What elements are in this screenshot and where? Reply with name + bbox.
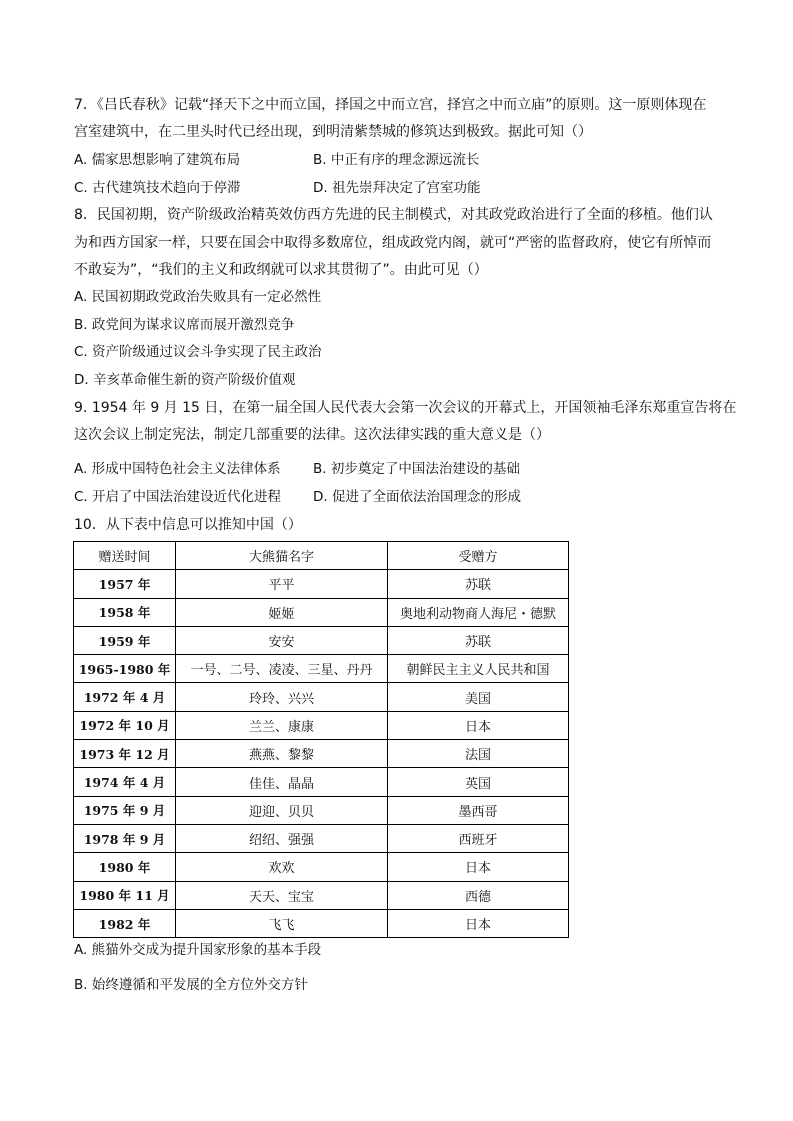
table-cell: 苏联 [388, 626, 569, 654]
q8-option-c: C. 资产阶级通过议会斗争实现了民主政治 [74, 344, 322, 360]
table-cell: 1980 年 11 月 [74, 881, 176, 909]
q9-stem-line2: 这次会议上制定宪法，制定几部重要的法律。这次法律实践的重大意义是（） [74, 427, 550, 443]
table-row [74, 824, 569, 852]
table-row [74, 881, 569, 909]
table-header-cell: 赠送时间 [74, 542, 176, 570]
table-cell: 1974 年 4 月 [74, 768, 176, 796]
q7-option-c: C. 古代建筑技术趋向于停滞 [74, 180, 241, 196]
table-cell: 迎迎、贝贝 [176, 796, 388, 824]
q9-option-b: B. 初步奠定了中国法治建设的基础 [313, 461, 520, 477]
table-row [74, 853, 569, 881]
table-cell: 佳佳、晶晶 [176, 768, 388, 796]
table-cell: 兰兰、康康 [176, 711, 388, 739]
table-cell: 一号、二号、凌凌、三星、丹丹 [176, 655, 388, 683]
table-cell: 1978 年 9 月 [74, 824, 176, 852]
table-cell: 朝鲜民主主义人民共和国 [388, 655, 569, 683]
table-cell: 玲玲、兴兴 [176, 683, 388, 711]
table-cell: 1965-1980 年 [74, 655, 176, 683]
table-row [74, 740, 569, 768]
q10-option-b: B. 始终遵循和平发展的全方位外交方针 [74, 977, 308, 993]
table-row [74, 796, 569, 824]
table-cell: 1958 年 [74, 598, 176, 626]
table-cell: 欢欢 [176, 853, 388, 881]
table-cell: 1982 年 [74, 909, 176, 937]
table-cell: 飞飞 [176, 909, 388, 937]
table-row [74, 598, 569, 626]
table-row [74, 570, 569, 598]
table-cell: 1957 年 [74, 570, 176, 598]
table-header-row [74, 542, 569, 570]
table-cell: 姬姬 [176, 598, 388, 626]
table-cell: 1973 年 12 月 [74, 740, 176, 768]
table-cell: 奥地利动物商人海尼・德默 [388, 598, 569, 626]
table-cell: 日本 [388, 853, 569, 881]
q8-stem-line3: 不敢妄为”，“我们的主义和政纲就可以求其贯彻了”。由此可见（） [74, 262, 488, 278]
table-cell: 墨西哥 [388, 796, 569, 824]
table-cell: 1972 年 4 月 [74, 683, 176, 711]
q7-option-d: D. 祖先崇拜决定了宫室功能 [313, 180, 481, 196]
q7-option-a: A. 儒家思想影响了建筑布局 [74, 152, 241, 168]
table-cell: 1975 年 9 月 [74, 796, 176, 824]
table-cell: 西德 [388, 881, 569, 909]
table-row [74, 655, 569, 683]
table-cell: 西班牙 [388, 824, 569, 852]
q7-option-b: B. 中正有序的理念源远流长 [313, 152, 480, 168]
panda-gift-table [73, 541, 569, 938]
table-cell: 日本 [388, 909, 569, 937]
q10-stem: 10．从下表中信息可以推知中国（） [74, 517, 302, 533]
q7-stem-line2: 宫室建筑中，在二里头时代已经出现，到明清紫禁城的修筑达到极致。据此可知（） [74, 124, 592, 140]
q9-option-a: A. 形成中国特色社会主义法律体系 [74, 461, 281, 477]
q9-stem-line1: 9. 1954 年 9 月 15 日，在第一届全国人民代表大会第一次会议的开幕式上，开国领袖毛泽东郑重宣告将在 [74, 400, 737, 416]
table-cell: 日本 [388, 711, 569, 739]
table-row [74, 711, 569, 739]
table-cell: 1959 年 [74, 626, 176, 654]
table-cell: 燕燕、黎黎 [176, 740, 388, 768]
q9-option-d: D. 促进了全面依法治国理念的形成 [313, 489, 521, 505]
table-row [74, 683, 569, 711]
table-cell: 1980 年 [74, 853, 176, 881]
table-row [74, 768, 569, 796]
q8-option-a: A. 民国初期政党政治失败具有一定必然性 [74, 289, 322, 305]
table-cell: 安安 [176, 626, 388, 654]
table-cell: 英国 [388, 768, 569, 796]
table-cell: 苏联 [388, 570, 569, 598]
table-cell: 美国 [388, 683, 569, 711]
q8-stem-line1: 8．民国初期，资产阶级政治精英效仿西方先进的民主制模式，对其政党政治进行了全面的移植。他们认 [74, 207, 713, 223]
table-row [74, 909, 569, 937]
table-cell: 1972 年 10 月 [74, 711, 176, 739]
q8-option-b: B. 政党间为谋求议席而展开激烈竞争 [74, 317, 295, 333]
table-cell: 法国 [388, 740, 569, 768]
table-header-cell: 受赠方 [388, 542, 569, 570]
q7-stem-line1: 7．《吕氏春秋》记载“择天下之中而立国，择国之中而立宫，择宫之中而立庙”的原则。这一原则体现在 [74, 97, 707, 113]
q9-option-c: C. 开启了中国法治建设近代化进程 [74, 489, 282, 505]
table-header-cell: 大熊猫名字 [176, 542, 388, 570]
table-cell: 绍绍、强强 [176, 824, 388, 852]
q8-option-d: D. 辛亥革命催生新的资产阶级价值观 [74, 372, 296, 388]
table-cell: 平平 [176, 570, 388, 598]
table-row [74, 626, 569, 654]
q10-option-a: A. 熊猫外交成为提升国家形象的基本手段 [74, 942, 322, 958]
table-cell: 天天、宝宝 [176, 881, 388, 909]
q8-stem-line2: 为和西方国家一样，只要在国会中取得多数席位，组成政党内阁，就可“严密的监督政府，使它有所悼而 [74, 235, 712, 251]
